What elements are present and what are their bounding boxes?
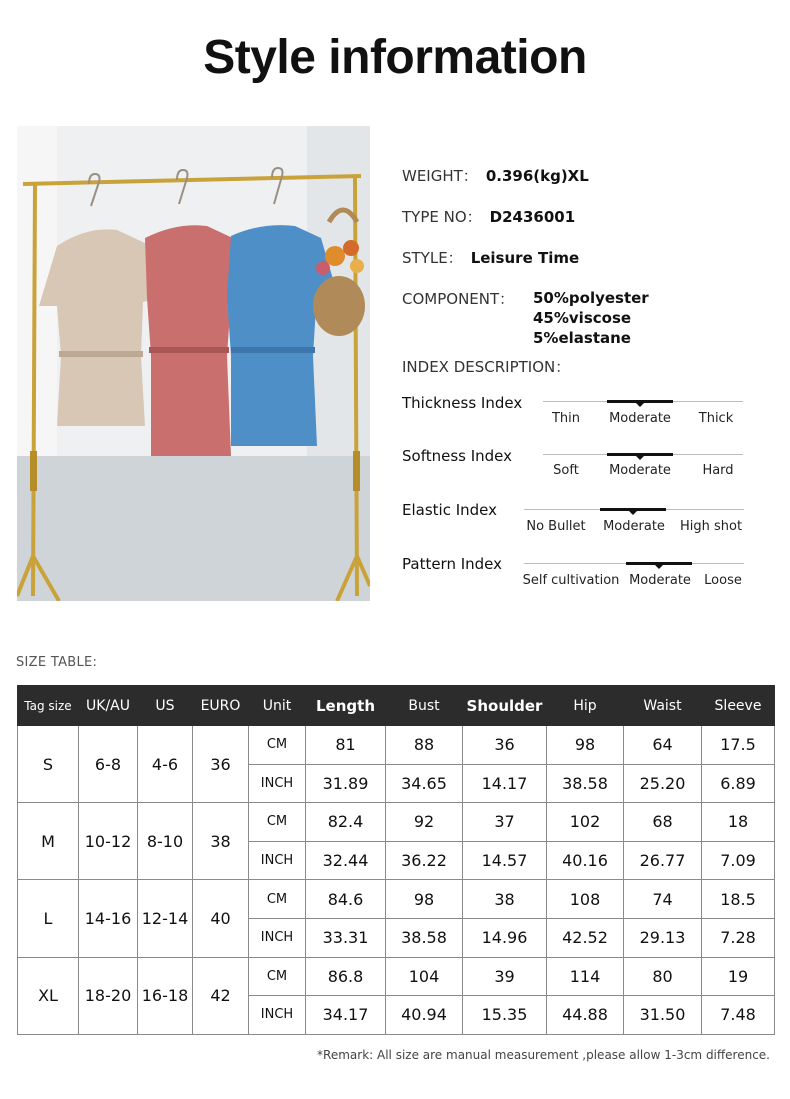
header-sleeve: Sleeve xyxy=(702,686,775,726)
euro-cell: 38 xyxy=(193,803,249,880)
us-cell: 4-6 xyxy=(138,726,193,803)
bust-cell: 36.22 xyxy=(386,841,463,880)
index-option: Self cultivation xyxy=(522,573,620,588)
style-value: Leisure Time xyxy=(470,249,580,267)
waist-cell: 31.50 xyxy=(624,996,702,1035)
index-option: High shot xyxy=(679,519,743,534)
uk-au-cell: 18-20 xyxy=(79,957,138,1034)
header-hip: Hip xyxy=(547,686,624,726)
type-value: D2436001 xyxy=(489,208,576,226)
waist-cell: 25.20 xyxy=(624,764,702,803)
uk-au-cell: 14-16 xyxy=(79,880,138,957)
bust-cell: 104 xyxy=(386,957,463,996)
waist-cell: 64 xyxy=(624,726,702,765)
header-uk-au: UK/AU xyxy=(79,686,138,726)
unit-cell: CM xyxy=(249,803,306,842)
tag-size-cell: XL xyxy=(18,957,79,1034)
hip-cell: 44.88 xyxy=(547,996,624,1035)
bust-cell: 88 xyxy=(386,726,463,765)
header-length: Length xyxy=(306,686,386,726)
bust-cell: 40.94 xyxy=(386,996,463,1035)
unit-cell: INCH xyxy=(249,918,306,957)
sleeve-cell: 7.48 xyxy=(702,996,775,1035)
waist-cell: 68 xyxy=(624,803,702,842)
length-cell: 82.4 xyxy=(306,803,386,842)
sleeve-cell: 7.09 xyxy=(702,841,775,880)
length-cell: 86.8 xyxy=(306,957,386,996)
shoulder-cell: 39 xyxy=(463,957,547,996)
unit-cell: INCH xyxy=(249,764,306,803)
uk-au-cell: 10-12 xyxy=(79,803,138,880)
index-name: Elastic Index xyxy=(402,501,498,519)
size-table-caption: SIZE TABLE: xyxy=(16,655,98,670)
sleeve-cell: 17.5 xyxy=(702,726,775,765)
style-label: STYLE： xyxy=(402,249,463,267)
unit-cell: CM xyxy=(249,880,306,919)
index-option: Moderate xyxy=(603,519,665,534)
bust-cell: 34.65 xyxy=(386,764,463,803)
index-option: Soft xyxy=(553,463,579,478)
us-cell: 12-14 xyxy=(138,880,193,957)
weight-value: 0.396(kg)XL xyxy=(485,167,589,185)
index-option: Moderate xyxy=(609,463,671,478)
index-option: Thin xyxy=(551,411,581,426)
length-cell: 84.6 xyxy=(306,880,386,919)
index-option: No Bullet xyxy=(526,519,586,534)
index-pointer-icon xyxy=(629,511,637,515)
shoulder-cell: 38 xyxy=(463,880,547,919)
size-table-header-row xyxy=(18,686,775,726)
index-pointer-icon xyxy=(636,403,644,407)
sleeve-cell: 6.89 xyxy=(702,764,775,803)
sleeve-cell: 18.5 xyxy=(702,880,775,919)
type-row xyxy=(402,206,575,227)
remark-note: *Remark: All size are manual measurement ,please allow 1-3cm difference. xyxy=(317,1048,770,1062)
product-photo xyxy=(17,126,370,601)
table-row xyxy=(18,726,775,765)
index-pointer-icon xyxy=(655,565,663,569)
type-label: TYPE NO： xyxy=(402,208,482,226)
hip-cell: 40.16 xyxy=(547,841,624,880)
hip-cell: 38.58 xyxy=(547,764,624,803)
header-waist: Waist xyxy=(624,686,702,726)
shoulder-cell: 36 xyxy=(463,726,547,765)
waist-cell: 29.13 xyxy=(624,918,702,957)
header-bust: Bust xyxy=(386,686,463,726)
index-name: Softness Index xyxy=(402,447,513,465)
us-cell: 8-10 xyxy=(138,803,193,880)
size-table xyxy=(17,685,775,1035)
hip-cell: 42.52 xyxy=(547,918,624,957)
header-unit: Unit xyxy=(249,686,306,726)
waist-cell: 80 xyxy=(624,957,702,996)
component-value: 5%elastane xyxy=(533,329,631,347)
header-euro: EURO xyxy=(193,686,249,726)
length-cell: 32.44 xyxy=(306,841,386,880)
us-cell: 16-18 xyxy=(138,957,193,1034)
index-pointer-icon xyxy=(636,456,644,460)
euro-cell: 42 xyxy=(193,957,249,1034)
length-cell: 33.31 xyxy=(306,918,386,957)
shoulder-cell: 37 xyxy=(463,803,547,842)
shoulder-cell: 14.57 xyxy=(463,841,547,880)
length-cell: 31.89 xyxy=(306,764,386,803)
unit-cell: INCH xyxy=(249,996,306,1035)
unit-cell: CM xyxy=(249,726,306,765)
index-option: Loose xyxy=(704,573,742,588)
index-option: Moderate xyxy=(629,573,691,588)
header-us: US xyxy=(138,686,193,726)
component-values xyxy=(533,288,649,348)
bust-cell: 38.58 xyxy=(386,918,463,957)
component-value: 45%viscose xyxy=(533,309,632,327)
index-option: Thick xyxy=(698,411,734,426)
style-row xyxy=(402,247,579,268)
header-shoulder: Shoulder xyxy=(463,686,547,726)
hip-cell: 102 xyxy=(547,803,624,842)
component-row xyxy=(402,288,514,309)
component-label: COMPONENT： xyxy=(402,290,515,308)
shoulder-cell: 14.96 xyxy=(463,918,547,957)
waist-cell: 26.77 xyxy=(624,841,702,880)
sleeve-cell: 7.28 xyxy=(702,918,775,957)
tag-size-cell: M xyxy=(18,803,79,880)
hip-cell: 98 xyxy=(547,726,624,765)
waist-cell: 74 xyxy=(624,880,702,919)
component-value: 50%polyester xyxy=(533,289,649,307)
shoulder-cell: 14.17 xyxy=(463,764,547,803)
index-heading-row xyxy=(402,356,570,377)
length-cell: 34.17 xyxy=(306,996,386,1035)
euro-cell: 40 xyxy=(193,880,249,957)
length-cell: 81 xyxy=(306,726,386,765)
hip-cell: 108 xyxy=(547,880,624,919)
index-option: Moderate xyxy=(609,411,671,426)
weight-label: WEIGHT： xyxy=(402,167,478,185)
unit-cell: INCH xyxy=(249,841,306,880)
index-option: Hard xyxy=(702,463,734,478)
header-tag-size: Tag size xyxy=(18,686,79,726)
page-title: Style information xyxy=(203,31,587,84)
shoulder-cell: 15.35 xyxy=(463,996,547,1035)
table-row xyxy=(18,957,775,996)
bust-cell: 98 xyxy=(386,880,463,919)
tag-size-cell: S xyxy=(18,726,79,803)
unit-cell: CM xyxy=(249,957,306,996)
sleeve-cell: 19 xyxy=(702,957,775,996)
table-row xyxy=(18,880,775,919)
uk-au-cell: 6-8 xyxy=(79,726,138,803)
index-heading: INDEX DESCRIPTION： xyxy=(402,358,571,376)
bust-cell: 92 xyxy=(386,803,463,842)
index-name: Thickness Index xyxy=(402,394,523,412)
table-row xyxy=(18,803,775,842)
sleeve-cell: 18 xyxy=(702,803,775,842)
weight-row xyxy=(402,165,589,186)
hip-cell: 114 xyxy=(547,957,624,996)
index-name: Pattern Index xyxy=(402,555,503,573)
tag-size-cell: L xyxy=(18,880,79,957)
euro-cell: 36 xyxy=(193,726,249,803)
